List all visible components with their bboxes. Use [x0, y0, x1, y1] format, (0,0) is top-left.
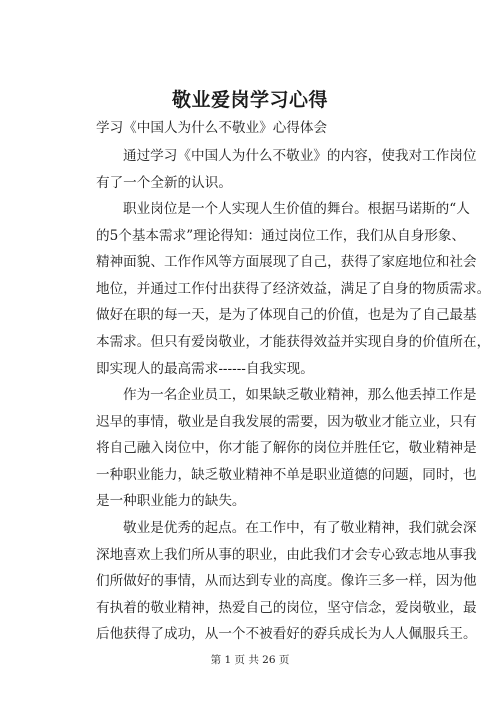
paragraph-intro: [96, 143, 477, 196]
document-subtitle: 学习《中国人为什么不敬业》心得体会: [96, 120, 328, 136]
document-title: 敬业爱岗学习心得: [171, 89, 328, 111]
page-number-footer: 第 1 页 共 26 页: [210, 654, 290, 666]
paragraph-line: 有执着的敬业精神，热爱自己的岗位，坚守信念，爱岗敬业，最: [96, 599, 477, 616]
paragraph-line: 们所做好的事情，从而达到专业的高度。像许三多一样，因为他: [96, 573, 477, 590]
paragraph-line: 地位，并通过工作付出获得了经济效益，满足了自身的物质需求。: [96, 280, 491, 297]
paragraph-line: 是一种职业能力的缺失。: [96, 493, 246, 510]
paragraph-line: 职业岗位是一个人实现人生价值的舞台。根据马诺斯的“人: [123, 201, 470, 217]
paragraph-career-stage: [96, 196, 491, 382]
paragraph-line: 后他获得了成功，从一个不被看好的孬兵成长为人人佩服兵王。: [96, 626, 477, 643]
paragraph-line: 将自己融入岗位中，你才能了解你的岗位并胜任它，敬业精神是: [96, 440, 477, 457]
paragraph-line: 即实现人的最高需求------自我实现。: [96, 360, 314, 377]
paragraph-line: 一种职业能力，缺乏敬业精神不单是职业道德的问题，同时，也: [96, 466, 477, 483]
paragraph-line: 精神面貌、工作作风等方面展现了自己，获得了家庭地位和社会: [96, 254, 477, 271]
paragraph-line: 作为一名企业员工，如果缺乏敬业精神，那么他丢掉工作是: [123, 387, 477, 403]
paragraph-line: 本需求。但只有爱岗敬业，才能获得效益并实现自身的价值所在，: [96, 333, 491, 350]
paragraph-line: 有了一个全新的认识。: [96, 174, 232, 191]
paragraph-line: 做好在职的每一天，是为了体现自己的价值，也是为了自己最基: [96, 307, 477, 324]
paragraph-line: 深地喜欢上我们所从事的职业，由此我们才会专心致志地从事我: [96, 546, 477, 563]
paragraph-line: 敬业是优秀的起点。在工作中，有了敬业精神，我们就会深: [123, 520, 477, 536]
paragraph-line: 迟早的事情，敬业是自我发展的需要，因为敬业才能立业，只有: [96, 413, 477, 430]
paragraph-employee: [96, 382, 477, 515]
paragraph-line: 的5个基本需求”理论得知：通过岗位工作，我们从自身形象、: [96, 227, 466, 244]
paragraph-line: 通过学习《中国人为什么不敬业》的内容，使我对工作岗位: [123, 148, 477, 164]
paragraph-starting-point: [96, 515, 477, 648]
